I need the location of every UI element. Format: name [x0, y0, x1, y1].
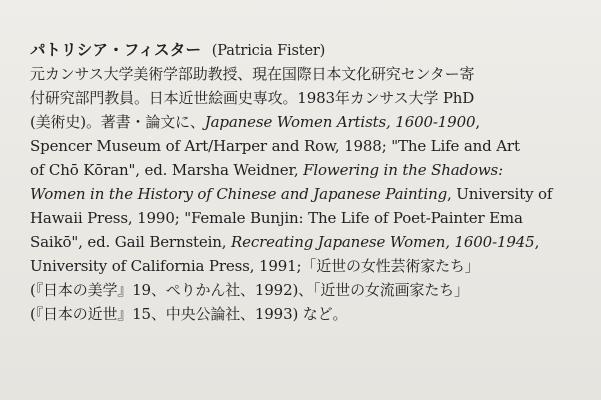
bio-line-9: University of California Press, 1991;「近世の女性芸術家たち」 [30, 257, 480, 275]
bio-line-8 [30, 232, 539, 252]
author-name-japanese: パトリシア・フィスター [30, 41, 202, 59]
book-subtitle-women-in-history: Women in the History of Chinese and Japanese Painting [30, 185, 448, 203]
author-name-english: (Patricia Fister) [211, 43, 326, 59]
bio-line-2: 付研究部門教員。日本近世絵画史専攻。1983年カンサス大学 PhD [30, 89, 475, 107]
bio-line-7: Hawaii Press, 1990; "Female Bunjin: The Life of Poet-Painter Ema [30, 209, 523, 227]
bio-line-5-text: of Chō Kōran", ed. Marsha Weidner, [30, 161, 304, 179]
bio-line-6-text: , University of [447, 185, 553, 203]
bio-line-4: Spencer Museum of Art/Harper and Row, 1988; "The Life and Art [30, 137, 520, 155]
bio-line-10: (『日本の美学』19、ぺりかん社、1992)、「近世の女流画家たち」 [30, 281, 469, 299]
book-title-flowering-in-the-shadows: Flowering in the Shadows: [303, 161, 503, 179]
bio-line-3-text: (美術史)。著書・論文に、 [30, 113, 205, 131]
bio-line-3-punct: , [475, 113, 480, 131]
bio-line-1: 元カンサス大学美術学部助教授、現在国際日本文化研究センター寄 [30, 65, 475, 83]
bio-line-8-text: Saikō", ed. Gail Bernstein, [30, 233, 232, 251]
bio-line-5 [30, 160, 503, 180]
bio-line-6 [30, 184, 552, 204]
bio-line-8-punct: , [534, 233, 540, 251]
author-name-line [30, 40, 325, 61]
book-title-recreating-japanese-women: Recreating Japanese Women, 1600-1945 [231, 233, 535, 251]
bio-line-11: (『日本の近世』15、中央公論社、1993) など。 [30, 305, 348, 323]
book-title-japanese-women-artists: Japanese Women Artists, 1600-1900 [204, 113, 476, 131]
bio-line-3 [30, 112, 480, 132]
